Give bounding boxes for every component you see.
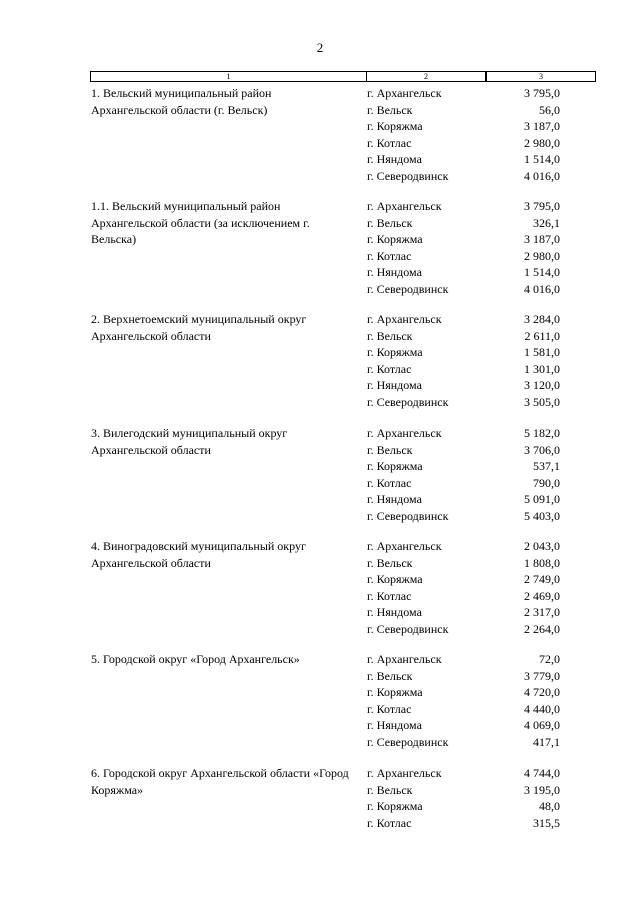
city-name: г. Котлас xyxy=(367,588,412,603)
city-name: г. Архангельск xyxy=(367,766,442,780)
cost-value: 3 187,0 xyxy=(524,232,560,246)
table-row xyxy=(0,701,640,718)
city-name: г. Архангельск xyxy=(367,312,442,326)
table-row xyxy=(0,361,640,378)
city-name: г. Котлас xyxy=(367,135,412,150)
cost-value: 3 706,0 xyxy=(524,442,560,457)
cost-value: 2 749,0 xyxy=(524,572,560,586)
district-name: 1. Вельский муниципальный район Архангельской области (г. Вельск) xyxy=(91,86,272,117)
city-name: г. Архангельск xyxy=(367,652,442,666)
city-name: г. Северодвинск xyxy=(367,621,449,636)
table-row xyxy=(0,168,640,185)
table-row xyxy=(0,135,640,152)
table-row xyxy=(0,555,640,572)
table-row xyxy=(0,508,640,525)
city-name: г. Няндома xyxy=(367,152,422,166)
district-name: 3. Вилегодский муниципальный округ Архангельской области xyxy=(91,426,288,457)
cost-value: 5 182,0 xyxy=(524,426,560,440)
header-col-1: 1 xyxy=(91,72,367,81)
cost-value: 5 403,0 xyxy=(524,508,560,523)
table-row xyxy=(0,281,640,298)
table-row xyxy=(0,734,640,751)
city-name: г. Коряжма xyxy=(367,119,423,133)
table-row xyxy=(0,151,640,168)
table-row xyxy=(0,377,640,394)
table-row xyxy=(0,588,640,605)
cost-value: 417,1 xyxy=(533,734,560,749)
table-row xyxy=(0,475,640,492)
table-row xyxy=(0,782,640,799)
city-name: г. Коряжма xyxy=(367,232,423,246)
cost-value: 4 744,0 xyxy=(524,766,560,780)
table-row xyxy=(0,458,640,475)
city-name: г. Коряжма xyxy=(367,345,423,359)
city-name: г. Вельск xyxy=(367,555,413,570)
cost-value: 2 043,0 xyxy=(524,539,560,553)
cost-value: 2 264,0 xyxy=(524,621,560,636)
district-name: 1.1. Вельский муниципальный район Архангельской области (за исключением г. Вельска) xyxy=(91,199,310,246)
city-name: г. Котлас xyxy=(367,361,412,376)
table-row xyxy=(0,425,640,442)
cost-value: 2 317,0 xyxy=(524,605,560,619)
table-row xyxy=(0,717,640,734)
table-row xyxy=(0,344,640,361)
cost-value: 3 284,0 xyxy=(524,312,560,326)
city-name: г. Няндома xyxy=(367,605,422,619)
city-name: г. Няндома xyxy=(367,265,422,279)
table-row xyxy=(0,604,640,621)
cost-value: 3 120,0 xyxy=(524,378,560,392)
table-row xyxy=(0,798,640,815)
table-row xyxy=(0,491,640,508)
table-row xyxy=(0,328,640,345)
table-row xyxy=(0,85,640,102)
cost-value: 1 581,0 xyxy=(524,345,560,359)
city-name: г. Коряжма xyxy=(367,459,423,473)
table-row xyxy=(0,102,640,119)
cost-value: 790,0 xyxy=(533,475,560,490)
cost-value: 2 980,0 xyxy=(524,135,560,150)
table-row xyxy=(0,684,640,701)
cost-value: 3 795,0 xyxy=(524,86,560,100)
cost-value: 326,1 xyxy=(533,215,560,230)
city-name: г. Архангельск xyxy=(367,199,442,213)
city-name: г. Коряжма xyxy=(367,572,423,586)
cost-value: 1 514,0 xyxy=(524,152,560,166)
table-row xyxy=(0,815,640,832)
city-name: г. Котлас xyxy=(367,815,412,830)
city-name: г. Северодвинск xyxy=(367,281,449,296)
table-row xyxy=(0,668,640,685)
table-row xyxy=(0,538,640,555)
city-name: г. Северодвинск xyxy=(367,168,449,183)
cost-value: 1 301,0 xyxy=(524,361,560,376)
cost-value: 2 611,0 xyxy=(524,328,560,343)
city-name: г. Котлас xyxy=(367,248,412,263)
city-name: г. Архангельск xyxy=(367,86,442,100)
city-name: г. Вельск xyxy=(367,668,413,683)
cost-value: 3 195,0 xyxy=(524,782,560,797)
header-col-2: 2 xyxy=(367,72,487,81)
cost-value: 56,0 xyxy=(539,102,560,117)
city-name: г. Вельск xyxy=(367,782,413,797)
cost-value: 2 980,0 xyxy=(524,248,560,263)
cost-value: 4 720,0 xyxy=(524,685,560,699)
cost-value: 3 779,0 xyxy=(524,668,560,683)
table-row xyxy=(0,215,640,232)
city-name: г. Архангельск xyxy=(367,426,442,440)
city-name: г. Котлас xyxy=(367,475,412,490)
city-name: г. Няндома xyxy=(367,492,422,506)
table-row xyxy=(0,231,640,248)
cost-value: 2 469,0 xyxy=(524,588,560,603)
table-row xyxy=(0,621,640,638)
cost-value: 4 016,0 xyxy=(524,168,560,183)
city-name: г. Вельск xyxy=(367,442,413,457)
city-name: г. Вельск xyxy=(367,102,413,117)
table-row xyxy=(0,571,640,588)
header-col-3: 3 xyxy=(539,72,543,81)
city-name: г. Няндома xyxy=(367,378,422,392)
district-name: 2. Верхнетоемский муниципальный округ Архангельской области xyxy=(91,312,307,343)
city-name: г. Северодвинск xyxy=(367,394,449,409)
cost-value: 4 016,0 xyxy=(524,281,560,296)
city-name: г. Архангельск xyxy=(367,539,442,553)
city-name: г. Вельск xyxy=(367,328,413,343)
table-row xyxy=(0,394,640,411)
table-row xyxy=(0,651,640,668)
table-row xyxy=(0,248,640,265)
city-name: г. Коряжма xyxy=(367,685,423,699)
cost-value: 5 091,0 xyxy=(524,492,560,506)
cost-value: 3 187,0 xyxy=(524,119,560,133)
cost-value: 4 069,0 xyxy=(524,718,560,732)
district-name: 6. Городской округ Архангельской области «Город Коряжма» xyxy=(91,766,349,797)
cost-value: 3 795,0 xyxy=(524,199,560,213)
city-name: г. Коряжма xyxy=(367,799,423,813)
cost-value: 315,5 xyxy=(533,815,560,830)
city-name: г. Северодвинск xyxy=(367,734,449,749)
table-row xyxy=(0,118,640,135)
district-name: 4. Виноградовский муниципальный округ Архангельской области xyxy=(91,539,306,570)
district-name: 5. Городской округ «Город Архангельск» xyxy=(91,652,300,666)
table-row xyxy=(0,198,640,215)
cost-value: 48,0 xyxy=(539,799,560,813)
city-name: г. Котлас xyxy=(367,701,412,716)
table-row xyxy=(0,264,640,281)
city-name: г. Северодвинск xyxy=(367,508,449,523)
cost-value: 1 808,0 xyxy=(524,555,560,570)
table-row xyxy=(0,765,640,782)
city-name: г. Вельск xyxy=(367,215,413,230)
cost-value: 537,1 xyxy=(533,459,560,473)
table-row xyxy=(0,311,640,328)
page-number: 2 xyxy=(316,40,324,55)
cost-value: 72,0 xyxy=(539,652,560,666)
cost-value: 4 440,0 xyxy=(524,701,560,716)
table-row xyxy=(0,442,640,459)
city-name: г. Няндома xyxy=(367,718,422,732)
cost-value: 1 514,0 xyxy=(524,265,560,279)
cost-value: 3 505,0 xyxy=(524,394,560,409)
